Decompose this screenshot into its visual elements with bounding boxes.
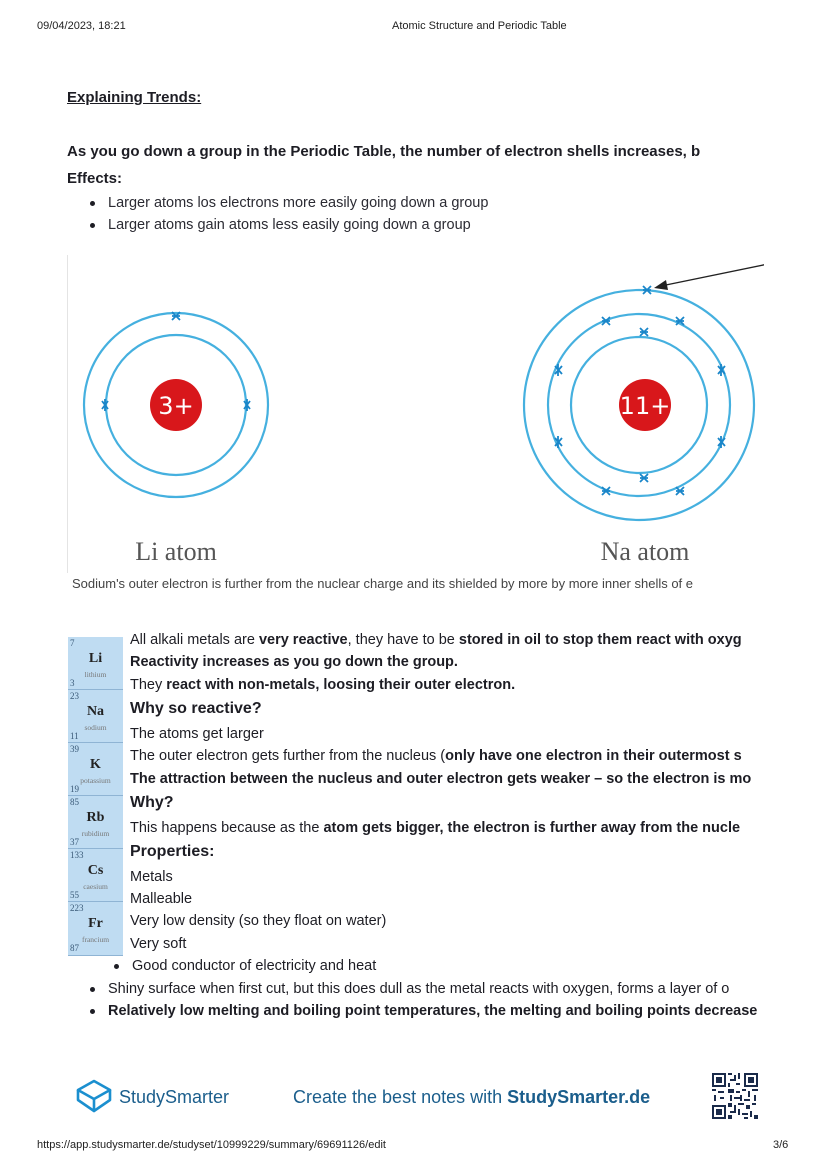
- list-item: Larger atoms los electrons more easily going down a group: [88, 192, 488, 214]
- tagline-brand: StudySmarter.de: [507, 1087, 651, 1107]
- alkali-line-3: [130, 677, 515, 693]
- text-run-bold: very reactive: [258, 632, 348, 648]
- print-title: Atomic Structure and Periodic Table: [392, 20, 567, 32]
- properties-list-a: [112, 955, 376, 977]
- text-run: The outer electron gets further from the nucleus (: [130, 748, 446, 764]
- text-run-bold: atom gets bigger, the electron is further away from the nucle: [323, 820, 741, 836]
- text-run-bold: stored in oil to stop them react with oxyg: [458, 632, 742, 648]
- element-mass: 23: [70, 691, 79, 701]
- text-run: , they have to be: [347, 632, 459, 648]
- element-name: lithium: [84, 670, 107, 679]
- alkali-line-1: [130, 632, 742, 648]
- property-item: Metals: [130, 869, 173, 885]
- qr-code-image: [712, 1073, 758, 1119]
- text-run: They: [130, 677, 167, 693]
- reason-2: [130, 748, 742, 764]
- element-symbol: Fr: [88, 916, 103, 931]
- li-label: Li atom: [135, 537, 217, 566]
- element-symbol: K: [90, 757, 101, 772]
- alkali-line-2: Reactivity increases as you go down the group.: [130, 654, 458, 670]
- text-run-bold: only have one electron in their outermost s: [445, 748, 742, 764]
- reason-1: The atoms get larger: [130, 726, 264, 742]
- text-run-bold: react with non-metals, loosing their outer electron.: [166, 677, 516, 693]
- element-symbol: Cs: [87, 863, 104, 878]
- properties-list-b: [88, 978, 757, 1022]
- na-label: Na atom: [600, 537, 690, 566]
- property-item: Very low density (so they float on water): [130, 913, 387, 929]
- element-mass: 223: [70, 903, 84, 913]
- element-mass: 39: [70, 744, 79, 754]
- na-charge: 11+: [619, 392, 671, 420]
- section-heading: Explaining Trends:: [67, 89, 202, 106]
- list-item: Relatively low melting and boiling point temperatures, the melting and boiling points decrease: [88, 1000, 757, 1022]
- brand-name: StudySmarter: [119, 1087, 230, 1107]
- li-charge: 3+: [158, 392, 194, 420]
- element-mass: 133: [70, 850, 84, 860]
- list-item: Larger atoms gain atoms less easily going down a group: [88, 214, 488, 236]
- footer-tagline: [293, 1087, 650, 1108]
- text-run: This happens because as the: [130, 820, 324, 836]
- effects-label: Effects:: [67, 170, 123, 187]
- text-run: All alkali metals are: [130, 632, 259, 648]
- tagline-text: Create the best notes with: [293, 1087, 508, 1107]
- element-name: potassium: [80, 776, 111, 785]
- page-number: 3/6: [773, 1139, 789, 1151]
- studysmarter-logo[interactable]: [75, 1078, 113, 1119]
- element-name: sodium: [84, 723, 107, 732]
- element-symbol: Li: [88, 651, 103, 666]
- intro-text: As you go down a group in the Periodic Table, the number of electron shells increases, b: [67, 143, 701, 160]
- diagram-caption: Sodium's outer electron is further from the nuclear charge and its shielded by more by more inner shells of e: [72, 576, 694, 591]
- heading-why-reactive: Why so reactive?: [130, 700, 262, 717]
- property-item: Malleable: [130, 891, 193, 907]
- why-explanation: [130, 820, 740, 836]
- heading-why: Why?: [130, 794, 174, 811]
- heading-properties: Properties:: [130, 843, 215, 860]
- list-item: Shiny surface when first cut, but this does dull as the metal reacts with oxygen, forms a layer of o: [88, 978, 757, 1000]
- studysmarter-logo-icon: [75, 1078, 113, 1114]
- element-number: 19: [70, 784, 79, 794]
- element-number: 87: [70, 943, 79, 953]
- element-name: rubidium: [81, 829, 110, 838]
- qr-code[interactable]: [712, 1073, 758, 1119]
- element-name: caesium: [83, 882, 108, 891]
- list-item: Good conductor of electricity and heat: [112, 955, 376, 977]
- element-symbol: Na: [86, 704, 105, 719]
- print-url[interactable]: https://app.studysmarter.de/studyset/10999229/summary/69691126/edit: [37, 1139, 386, 1151]
- print-datetime: 09/04/2023, 18:21: [37, 20, 126, 32]
- element-name: francium: [81, 935, 110, 944]
- element-number: 11: [70, 731, 79, 741]
- element-symbol: Rb: [86, 810, 105, 825]
- reason-3: The attraction between the nucleus and outer electron gets weaker – so the electron is mo: [130, 771, 752, 787]
- property-item: Very soft: [130, 936, 187, 952]
- element-number: 37: [70, 837, 79, 847]
- element-number: 3: [70, 678, 75, 688]
- element-number: 55: [70, 890, 79, 900]
- element-mass: 7: [70, 638, 75, 648]
- element-mass: 85: [70, 797, 79, 807]
